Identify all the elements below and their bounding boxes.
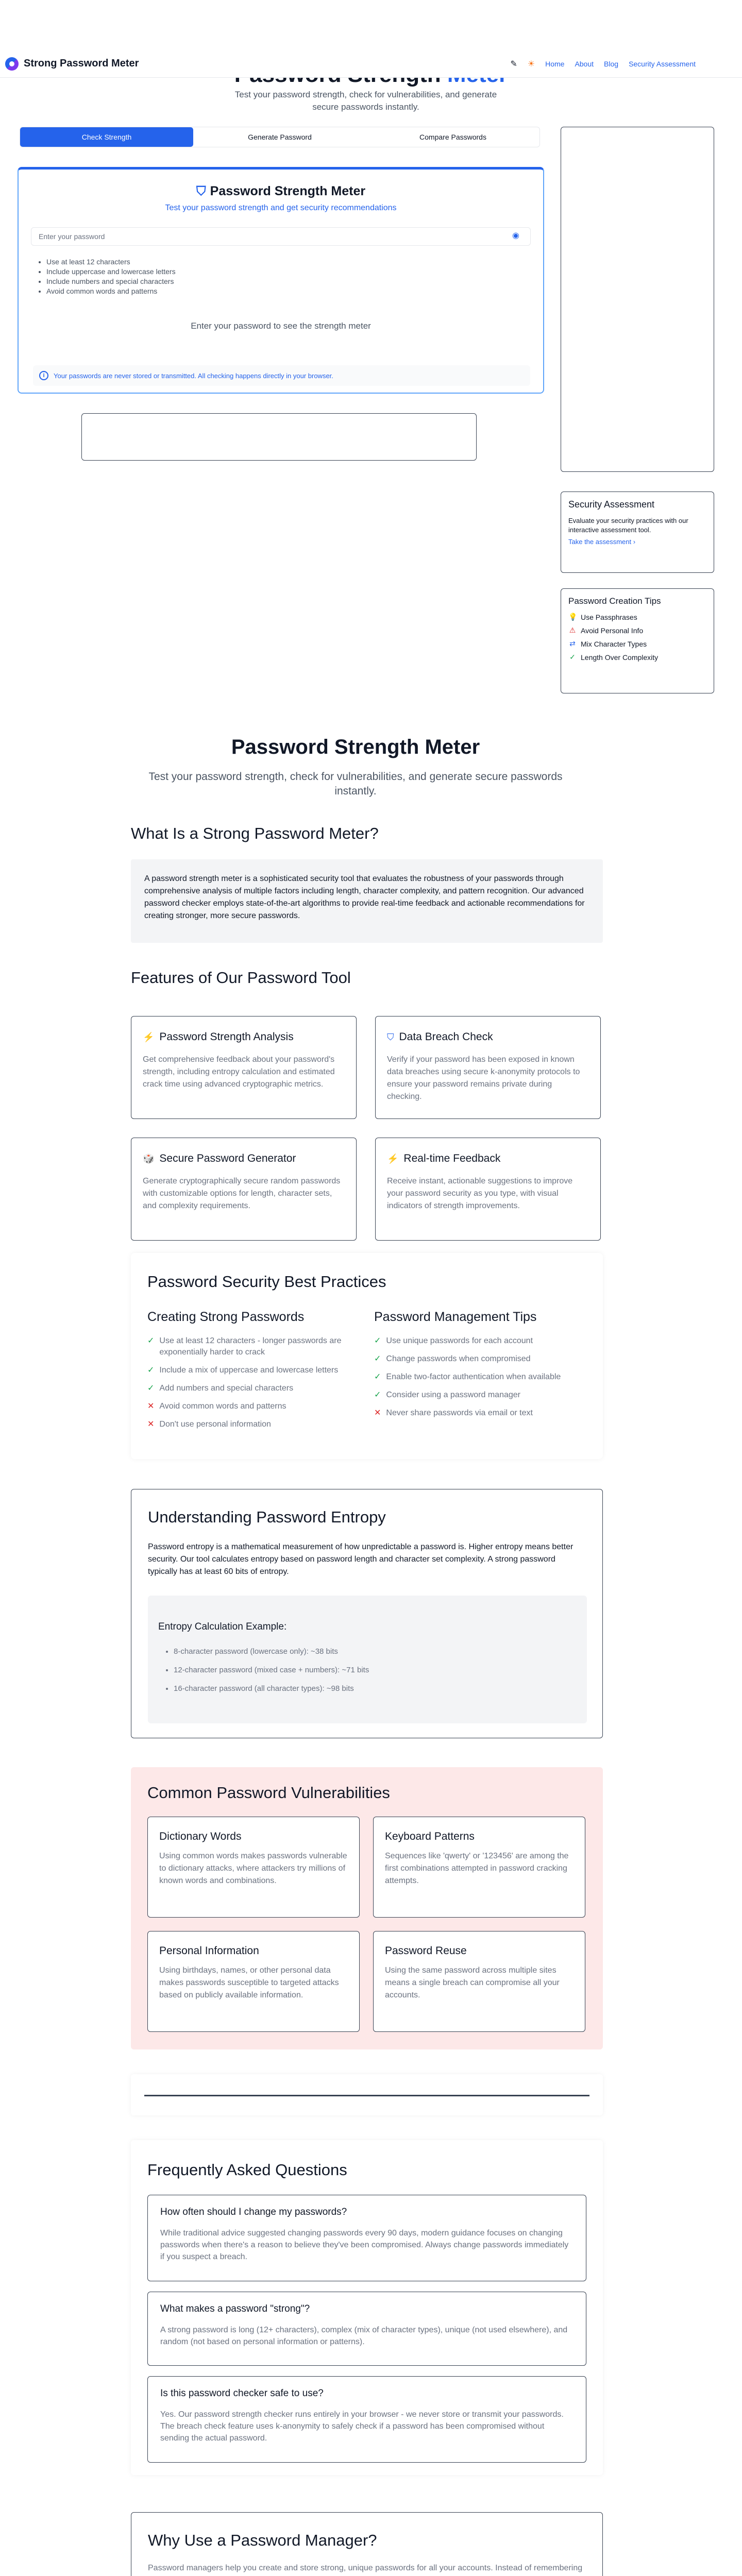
tools-icon[interactable]: ✎ <box>510 59 517 69</box>
hint-item: • Include uppercase and lowercase letters <box>46 267 176 277</box>
check-icon: ✓ <box>374 1372 381 1381</box>
feature-text: Verify if your password has been exposed in known data breaches using secure k-anonymity protocols to ensure your password remains private during checking. <box>387 1055 580 1101</box>
faq-section <box>131 2140 603 2475</box>
check-icon: ✓ <box>147 1366 155 1375</box>
management-list <box>374 1335 585 1426</box>
faq-question: Is this password checker safe to use? <box>160 2388 324 2399</box>
logo-icon <box>5 57 19 71</box>
feature-title: Real-time Feedback <box>403 1153 501 1164</box>
assessment-text: Evaluate your security practices with our interactive assessment tool. <box>568 517 688 534</box>
x-icon: ✕ <box>147 1402 155 1411</box>
checker-subtitle: Test your password strength and get security recommendations <box>165 204 397 212</box>
tab-compare-passwords[interactable]: Compare Passwords <box>419 133 486 141</box>
vulnerability-title: Keyboard Patterns <box>385 1831 475 1842</box>
vulnerability-text: Using common words makes passwords vulnerable to dictionary attacks, where attackers try millions of known words and combinations. <box>159 1852 347 1885</box>
warning-icon: ⚠ <box>569 626 576 634</box>
tip-label: Use Passphrases <box>581 613 637 621</box>
shuffle-icon: ⇄ <box>569 639 576 648</box>
tip-item <box>568 653 706 662</box>
tips-title: Password Creation Tips <box>568 596 661 606</box>
main-subtitle: Test your password strength, check for vulnerabilities, and generate secure passwords instantly. <box>148 771 563 797</box>
faq-question: How often should I change my passwords? <box>160 2207 347 2217</box>
pm-title: Why Use a Password Manager? <box>148 2531 377 2549</box>
what-text: A password strength meter is a sophisticated security tool that evaluates the robustness of your passwords through comprehensive analysis of multiple factors including length, character complexity, and pattern recognition. Our advanced password checker employs state-of-the-art algorithms to provide real-time feedback and actionable recommendations for creating stronger, more secure passwords. <box>131 859 603 943</box>
item-text: Enable two-factor authentication when available <box>386 1372 561 1381</box>
tool-tabs <box>20 127 540 147</box>
best-practices-title: Password Security Best Practices <box>147 1273 386 1291</box>
creating-title: Creating Strong Passwords <box>147 1310 305 1324</box>
hero-subtitle: Test your password strength, check for vulnerabilities, and generate secure passwords instantly. <box>234 90 497 112</box>
checker-title-text: Password Strength Meter <box>210 184 366 198</box>
item-text: Change passwords when compromised <box>386 1354 531 1363</box>
ad-placeholder <box>81 413 477 461</box>
vulnerability-card <box>373 1817 585 1918</box>
item-text: Add numbers and special characters <box>159 1384 294 1393</box>
faq-item[interactable] <box>147 2195 586 2281</box>
feature-card <box>131 1016 357 1119</box>
faq-answer: A strong password is long (12+ characters), complex (mix of character types), unique (not used elsewhere), and random (not based on personal information or patterns). <box>160 2326 568 2346</box>
vulnerability-card <box>147 1931 360 2032</box>
list-item <box>374 1408 585 1419</box>
lightning-icon: ⚡ <box>143 1031 155 1042</box>
feature-text: Get comprehensive feedback about your password's strength, including entropy calculation and estimated crack time using advanced cryptographic metrics. <box>143 1055 335 1089</box>
vulnerabilities-section <box>131 1767 603 2049</box>
item-text: Include a mix of uppercase and lowercase letters <box>159 1366 339 1375</box>
feature-title: Secure Password Generator <box>159 1153 296 1164</box>
strength-checker-card <box>18 167 544 394</box>
faq-question: What makes a password "strong"? <box>160 2303 310 2314</box>
feature-card <box>375 1138 601 1241</box>
info-icon: i <box>39 371 48 380</box>
x-icon: ✕ <box>374 1409 381 1417</box>
tip-item <box>568 626 706 635</box>
sidebar-ad-placeholder <box>561 127 714 472</box>
list-item <box>147 1335 359 1358</box>
faq-answer: While traditional advice suggested changing passwords every 90 days, modern guidance focuses on changing passwords when there's a reason to believe they've been compromised. Always change passwords immediately if you suspect a breach. <box>160 2229 569 2261</box>
assessment-title: Security Assessment <box>568 499 655 510</box>
list-item <box>374 1371 585 1383</box>
feature-title: Password Strength Analysis <box>159 1031 294 1043</box>
list-item <box>374 1389 585 1401</box>
what-title: What Is a Strong Password Meter? <box>131 824 379 842</box>
faq-item[interactable] <box>147 2376 586 2463</box>
item-text: Never share passwords via email or text <box>386 1409 533 1417</box>
brand-name: Strong Password Meter <box>24 58 139 69</box>
x-icon: ✕ <box>147 1420 155 1429</box>
vulnerability-title: Password Reuse <box>385 1945 467 1957</box>
divider-line <box>144 2095 589 2096</box>
list-item <box>147 1419 359 1430</box>
theme-toggle-icon[interactable]: ☀ <box>527 59 535 69</box>
nav-about[interactable]: About <box>575 59 594 68</box>
feature-card <box>375 1016 601 1119</box>
strength-empty-state: Enter your password to see the strength meter <box>191 321 371 331</box>
site-header <box>0 50 742 78</box>
list-item: • 12-character password (mixed case + numbers): ~71 bits <box>174 1666 369 1675</box>
feature-text: Receive instant, actionable suggestions to improve your password security as you type, with visual indicators of strength improvements. <box>387 1177 573 1210</box>
nav-home[interactable]: Home <box>545 59 565 68</box>
check-icon: ✓ <box>374 1391 381 1399</box>
faq-answer: Yes. Our password strength checker runs entirely in your browser - we never store or transmit your passwords. The breach check feature uses k-anonymity to safely check if a password has been compromised without sending the actual password. <box>160 2410 564 2443</box>
shield-icon: ⛉ <box>196 184 206 198</box>
tip-label: Mix Character Types <box>581 639 647 648</box>
brand[interactable] <box>5 57 139 71</box>
check-icon: ✓ <box>374 1354 381 1363</box>
management-title: Password Management Tips <box>374 1310 537 1324</box>
list-item: • 8-character password (lowercase only): ~38 bits <box>174 1647 369 1656</box>
password-tips-card <box>561 588 714 693</box>
check-circle-icon: ✓ <box>569 653 576 661</box>
dice-icon: 🎲 <box>143 1153 155 1164</box>
hint-item: • Avoid common words and patterns <box>46 286 176 296</box>
checker-title <box>19 184 543 199</box>
privacy-note <box>33 365 530 386</box>
assessment-link[interactable]: Take the assessment › <box>568 538 636 546</box>
tip-label: Length Over Complexity <box>581 653 659 662</box>
item-text: Don't use personal information <box>159 1420 271 1429</box>
tab-generate-password[interactable]: Generate Password <box>248 133 312 141</box>
lightning-icon: ⚡ <box>387 1153 399 1164</box>
password-input[interactable] <box>31 227 531 246</box>
feature-text: Generate cryptographically secure random passwords with customizable options for length, character sets, and complexity requirements. <box>143 1177 341 1210</box>
item-text: Avoid common words and patterns <box>159 1402 286 1411</box>
list-item: • 16-character password (all character types): ~98 bits <box>174 1684 369 1693</box>
main-title: Password Strength Meter <box>231 736 480 758</box>
vulnerabilities-title: Common Password Vulnerabilities <box>147 1784 390 1802</box>
tip-label: Avoid Personal Info <box>581 626 644 635</box>
vulnerability-title: Personal Information <box>159 1945 259 1957</box>
item-text: Use unique passwords for each account <box>386 1336 533 1345</box>
tip-item <box>568 639 706 648</box>
faq-item[interactable] <box>147 2292 586 2366</box>
nav-blog[interactable]: Blog <box>604 59 619 68</box>
entropy-text: Password entropy is a mathematical measurement of how unpredictable a password is. Higher entropy means better security. Our tool calculates entropy based on password length and character set complexity. A strong password typically has at least 60 bits of entropy. <box>148 1543 574 1576</box>
features-title: Features of Our Password Tool <box>131 969 351 987</box>
entropy-title: Understanding Password Entropy <box>148 1508 386 1526</box>
entropy-example <box>148 1596 587 1723</box>
privacy-note-text: Your passwords are never stored or transmitted. All checking happens directly in your browser. <box>54 371 333 380</box>
item-text: Consider using a password manager <box>386 1391 520 1399</box>
shield-icon: ⛉ <box>387 1031 394 1042</box>
item-text: Use at least 12 characters - longer passwords are exponentially harder to crack <box>159 1336 342 1357</box>
vulnerability-card <box>147 1817 360 1918</box>
hint-item: • Include numbers and special characters <box>46 277 176 286</box>
hint-item: • Use at least 12 characters <box>46 257 176 267</box>
show-password-icon[interactable]: ◉ <box>512 231 519 240</box>
vulnerability-card <box>373 1931 585 2032</box>
divider-section <box>131 2074 603 2115</box>
security-assessment-card <box>561 492 714 573</box>
vulnerability-text: Using the same password across multiple sites means a single breach can compromise all your accounts. <box>385 1966 560 1999</box>
tip-item <box>568 613 706 621</box>
check-icon: ✓ <box>147 1384 155 1393</box>
entropy-section <box>131 1489 603 1738</box>
password-manager-section <box>131 2512 603 2576</box>
list-item <box>147 1383 359 1394</box>
lightbulb-icon: 💡 <box>568 613 578 621</box>
list-item <box>147 1365 359 1376</box>
list-item <box>374 1353 585 1365</box>
tab-check-strength[interactable]: Check Strength <box>20 127 193 147</box>
check-icon: ✓ <box>374 1336 381 1345</box>
main-nav <box>510 59 737 69</box>
vulnerability-text: Using birthdays, names, or other personal data makes passwords susceptible to targeted attacks based on publicly available information. <box>159 1966 339 1999</box>
password-hints <box>39 257 176 296</box>
list-item <box>147 1401 359 1412</box>
list-item <box>374 1335 585 1347</box>
check-icon: ✓ <box>147 1336 155 1345</box>
best-practices-section <box>131 1253 603 1459</box>
feature-card <box>131 1138 357 1241</box>
entropy-example-list <box>174 1647 369 1703</box>
creating-list <box>147 1335 359 1437</box>
entropy-example-title: Entropy Calculation Example: <box>158 1621 287 1632</box>
feature-title: Data Breach Check <box>399 1031 493 1043</box>
vulnerability-title: Dictionary Words <box>159 1831 242 1842</box>
pm-text: Password managers help you create and store strong, unique passwords for all your accounts. Instead of remembering <box>148 2564 583 2572</box>
nav-security-assessment[interactable]: Security Assessment <box>629 59 696 68</box>
faq-title: Frequently Asked Questions <box>147 2161 347 2179</box>
vulnerability-text: Sequences like 'qwerty' or '123456' are among the first combinations attempted in password cracking attempts. <box>385 1852 569 1885</box>
